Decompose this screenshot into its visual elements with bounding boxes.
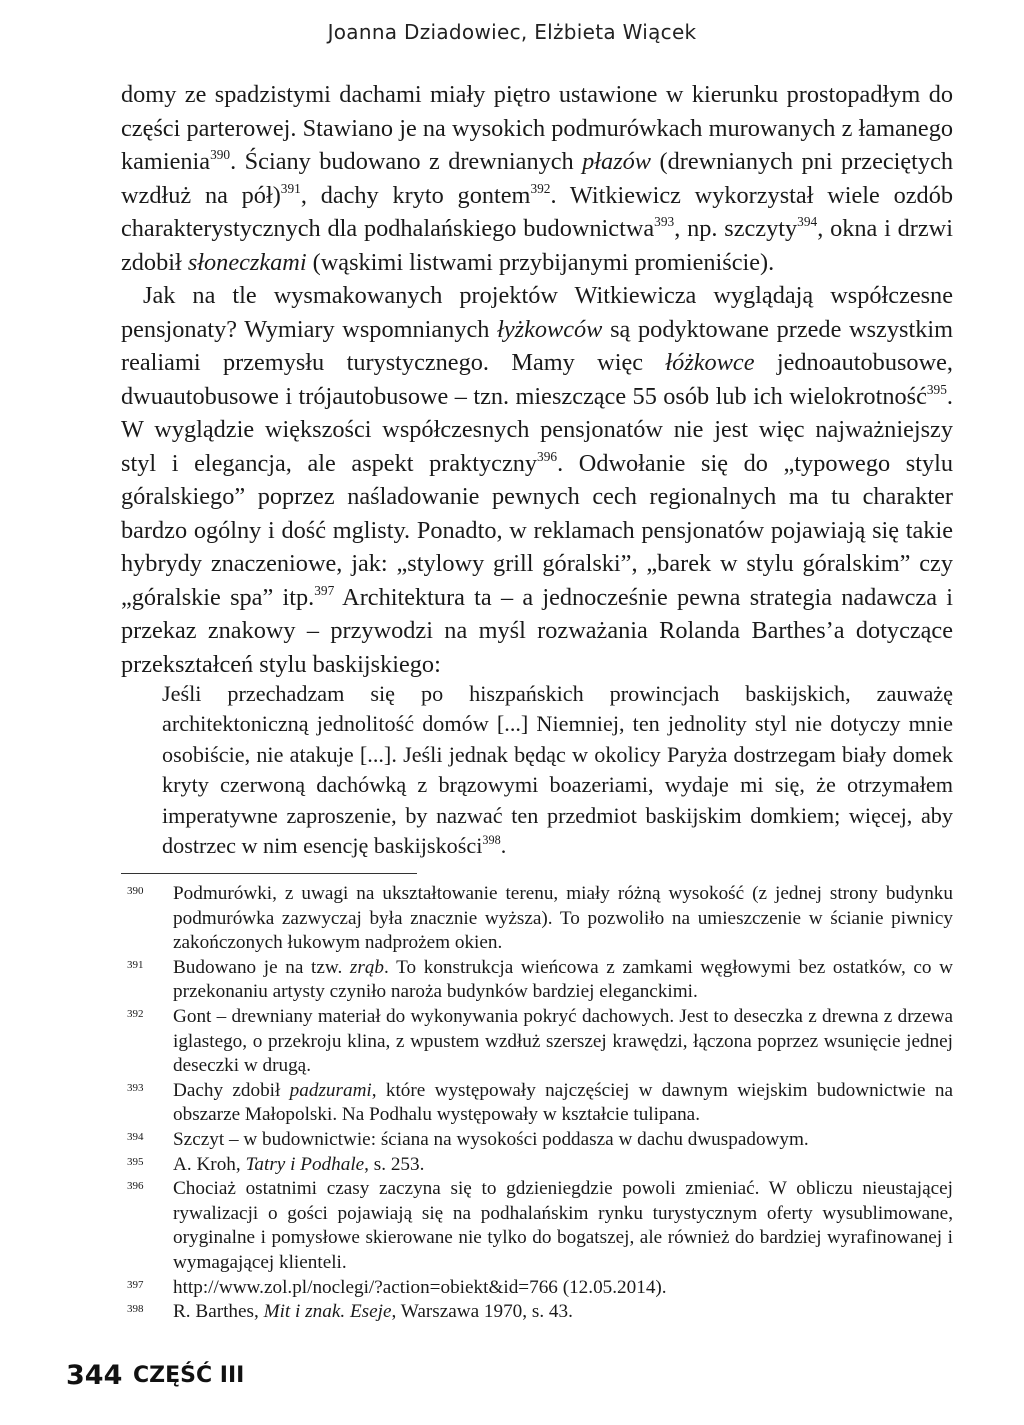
paragraph-1 — [121, 78, 953, 279]
section-label: CZĘŚĆ III — [133, 1363, 245, 1388]
text-run: , dachy kryto gontem — [300, 181, 531, 209]
main-text — [121, 78, 953, 681]
italic-term: słoneczkami — [187, 248, 307, 276]
footnote-number: 390 — [127, 885, 144, 897]
italic-term: łyżkowców — [497, 315, 603, 343]
footnote-ref-392[interactable]: 392 — [530, 180, 551, 196]
footnote-url[interactable]: http://www.zol.pl/noclegi/?action=obiekt&id=766 (12.05.2014). — [173, 1276, 667, 1298]
footnote-398 — [121, 1300, 953, 1325]
footnote-text: , Warszawa 1970, s. 43. — [391, 1301, 573, 1323]
text-run: . W wyglądzie większości współczesnych pensjonatów nie jest więc najważniejszy styl i elegancja, ale aspekt praktyczny — [121, 382, 953, 477]
footnote-391 — [121, 956, 953, 1005]
footnote-text: Szczyt – w budownictwie: ściana na wysokości poddasza w dachu dwuspadowym. — [173, 1128, 809, 1150]
text-run: jednoautobusowe, dwuautobusowe i trójautobusowe – tzn. mieszczące 55 osób lub ich wielokrotność — [121, 349, 953, 410]
footnote-ref-397[interactable]: 397 — [314, 582, 335, 598]
italic-title: Mit i znak. Eseje — [263, 1301, 392, 1323]
italic-term: padzurami — [289, 1079, 372, 1101]
footnote-text: . To konstrukcja wieńcowa z zamkami węgłowymi bez ostatków, co w przekonaniu artysty czyniło naroża budynków bardziej eleganckimi. — [173, 956, 953, 1003]
footnote-text: , które występowały najczęściej w dawnym wiejskim budownictwie na obszarze Małopolski. Na Podhalu występowały w kształcie tulipana. — [173, 1079, 953, 1126]
footnote-395 — [121, 1153, 953, 1178]
italic-term: łóżkowce — [665, 349, 755, 376]
footnote-ref-390[interactable]: 390 — [210, 146, 231, 162]
footnote-number: 398 — [127, 1303, 144, 1316]
text-run: (drewnianych pni przeciętych wzdłuż na pół) — [121, 148, 954, 209]
footnote-text: Dachy zdobił — [173, 1079, 290, 1101]
text-run: są podyktowane przede wszystkim realiami przemysłu turystycznego. Mamy więc — [121, 315, 953, 376]
quote-text: Jeśli przechadzam się po hiszpańskich prowincjach baskijskich, zauważę architektoniczną jednolitość domów [...] Niemniej, ten jednolity styl nie dotyczy mnie osobiście, nie atakuje [...]. Jeśli jednak będąc w okolicy Paryża dostrzegam biały domek kryty czerwoną dachówką z brązowymi boazeriami, wydaje mi się, że otrzymałem imperatywne zaproszenie, by nazwać ten przedmiot baskijskim domkiem; więcej, aby dostrzec w nim esencję baskijskości — [162, 681, 953, 859]
text-run: , np. szczyty — [674, 215, 798, 242]
footnote-text: Chociaż ostatnimi czasy zaczyna się to gdzieniegdzie powoli zmieniać. W obliczu nieustającej rywalizacji o gości pojawiają się na podhalańskim rynku turystycznym oferty wysublimowane, oryginalne i pomysłowe skierowane nie tylko do bogatszej, ale również do bardziej wyrafinowanej i wymagającej klienteli. — [173, 1178, 953, 1273]
footnote-392 — [121, 1005, 953, 1079]
block-quote — [162, 679, 953, 861]
footnote-ref-395[interactable]: 395 — [926, 381, 947, 397]
quote-text: . — [500, 833, 507, 859]
footnote-text: R. Barthes, — [173, 1301, 264, 1323]
text-run: Architektura ta – a jednocześnie pewna strategia nadawcza i przekaz znakowy – przywodzi na myśl rozważania Rolanda Barthes’a dotyczące przekształceń stylu baskijskiego: — [121, 583, 953, 678]
paragraph-2 — [121, 279, 953, 681]
text-run: Jak na tle wysmakowanych projektów Witkiewicza wyglądają współczesne pensjonaty? Wymiary wspomnianych — [121, 282, 953, 343]
footnote-number: 391 — [127, 958, 144, 971]
footnote-ref-394[interactable]: 394 — [797, 213, 818, 229]
text-run: . Odwołanie się do „typowego stylu góralskiego” poprzez naśladowanie pewnych cech regionalnych ma tu charakter bardzo ogólny i dość mglisty. Ponadto, w reklamach pensjonatów pojawiają się takie hybrydy znaczeniowe, jak: „stylowy grill góralski”, „barek w stylu góralskim” czy „góralskie spa” itp. — [121, 449, 953, 611]
footnote-393 — [121, 1079, 953, 1128]
running-head: Joanna Dziadowiec, Elżbieta Wiącek — [327, 20, 697, 44]
text-run: (wąskimi listwami przybijanymi promieniście). — [306, 248, 775, 276]
footnote-number: 397 — [127, 1278, 144, 1291]
footnote-ref-398[interactable]: 398 — [482, 832, 501, 847]
footnote-number: 396 — [127, 1180, 144, 1193]
footnote-text: Gont – drewniany materiał do wykonywania pokryć dachowych. Jest to deseczka z drewna z drzewa iglastego, o przekroju klina, z wpustem wzdłuż szerszej krawędzi, łączona poprzez wsunięcie jednej deseczki w drugą. — [173, 1005, 953, 1077]
footnote-394 — [121, 1128, 953, 1153]
footnote-396 — [121, 1177, 953, 1275]
footnote-text: Budowano je na tzw. — [173, 956, 350, 978]
italic-term: zrąb — [349, 956, 385, 978]
quote-paragraph — [162, 679, 953, 861]
footnote-number: 394 — [127, 1130, 144, 1143]
footnote-text: , s. 253. — [364, 1153, 425, 1175]
footnote-ref-391[interactable]: 391 — [280, 180, 301, 196]
text-run: . Ściany budowano z drewnianych — [230, 148, 583, 175]
footnote-separator — [121, 873, 417, 874]
footnote-text: A. Kroh, — [173, 1153, 246, 1175]
footnote-ref-396[interactable]: 396 — [537, 448, 558, 464]
footnote-390 — [121, 882, 953, 956]
footnote-number: 395 — [127, 1155, 144, 1168]
footnotes — [121, 882, 953, 1325]
footnote-number: 393 — [127, 1081, 144, 1094]
page-number: 344 — [66, 1360, 123, 1391]
text-run: domy ze spadzistymi dachami miały piętro ustawione w kierunku prostopadłym do części parterowej. Stawiano je na wysokich podmurówkach murowanych z łamanego kamienia — [121, 81, 953, 175]
footnote-397 — [121, 1276, 953, 1301]
italic-term: płazów — [582, 148, 652, 175]
text-run: . Witkiewicz wykorzystał wiele ozdób charakterystycznych dla podhalańskiego budownictwa — [121, 181, 953, 242]
footnote-number: 392 — [127, 1007, 144, 1020]
footnote-ref-393[interactable]: 393 — [654, 213, 675, 229]
text-run: , okna i drzwi zdobił — [121, 215, 953, 276]
italic-title: Tatry i Podhale — [245, 1153, 365, 1175]
footnote-text: Podmurówki, z uwagi na ukształtowanie terenu, miały różną wysokość (z jednej strony budynku podmurówka zazwyczaj była znacznie wyższa). To pozwoliło na umieszczenie w ścianie piwnicy zakończonych łukowym nadprożem okien. — [173, 883, 953, 954]
